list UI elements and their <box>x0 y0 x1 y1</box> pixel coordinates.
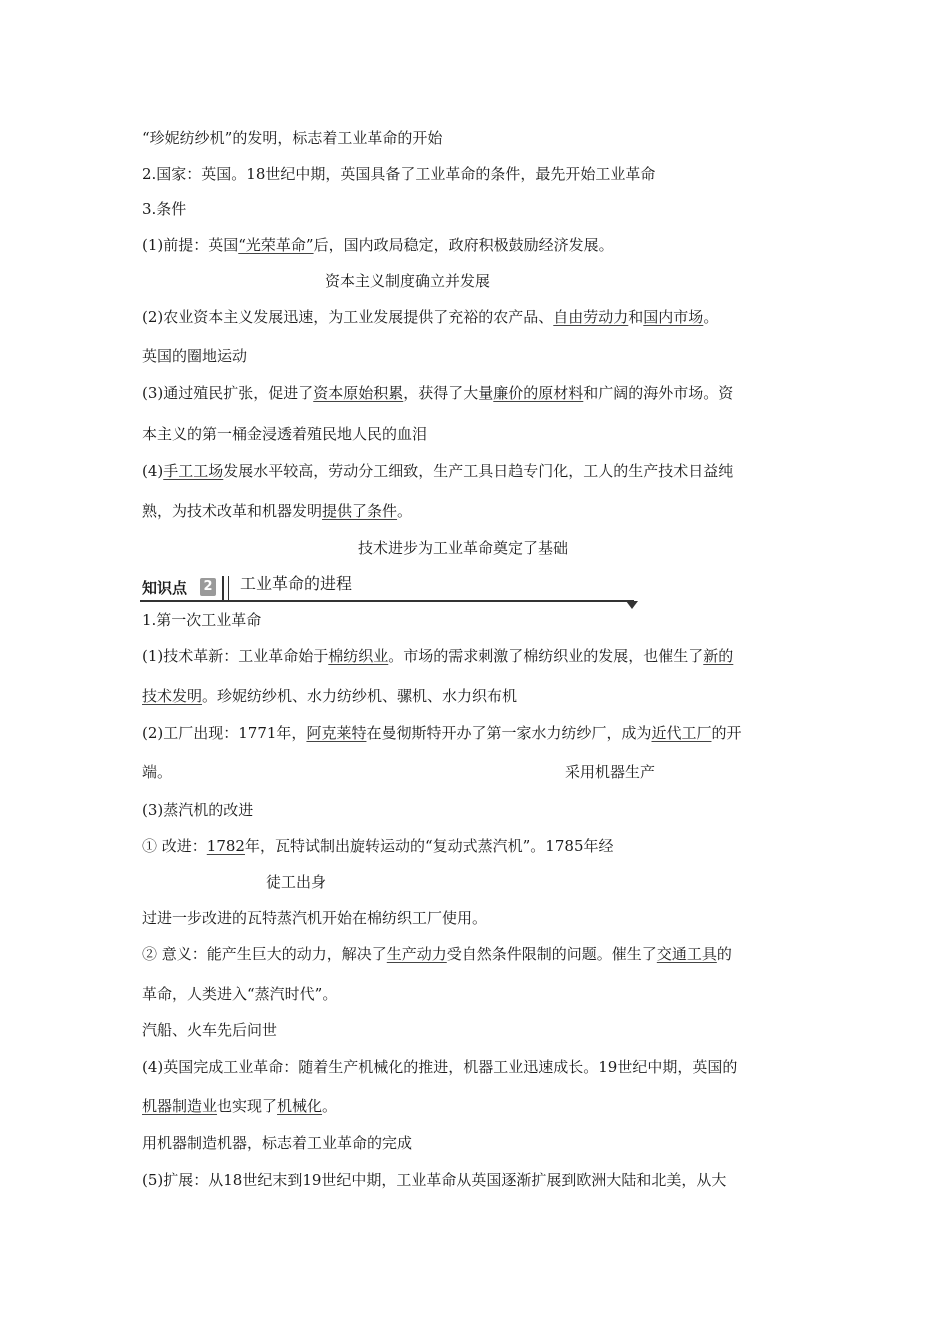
text-line: 3.条件 <box>142 200 187 218</box>
text-line <box>142 307 718 327</box>
text-line <box>142 235 614 255</box>
underlined-term: 机械化 <box>277 1097 323 1115</box>
text-span: 。 <box>703 308 719 326</box>
text-span: 受自然条件限制的问题。催生了 <box>446 945 657 963</box>
text-line: 本主义的第一桶金浸透着殖民地人民的血泪 <box>142 425 428 443</box>
text-line: (3)蒸汽机的改进 <box>142 801 254 819</box>
text-line: (4)英国完成工业革命：随着生产机械化的推进，机器工业迅速成长。19世纪中期，英国的 <box>142 1058 738 1076</box>
divider <box>228 576 229 600</box>
text-span: (2)农业资本主义发展迅速，为工业发展提供了充裕的农产品、 <box>142 308 554 326</box>
text-line <box>142 1096 337 1116</box>
underlined-term: 生产动力 <box>386 945 447 963</box>
text-line: 过进一步改进的瓦特蒸汽机开始在棉纺织工厂使用。 <box>142 909 488 927</box>
text-line: 端。 <box>142 763 173 781</box>
annotation-note: 资本主义制度确立并发展 <box>325 272 491 290</box>
text-line <box>142 686 517 706</box>
underlined-term: 近代工厂 <box>651 724 712 742</box>
underlined-term: “光荣革命” <box>238 236 314 254</box>
underlined-term: 交通工具 <box>656 945 717 963</box>
underlined-term: 阿克莱特 <box>306 724 367 742</box>
underlined-term: 1782 <box>206 837 245 855</box>
text-span: ① 改进： <box>142 837 207 855</box>
text-span: (3)通过殖民扩张，促进了 <box>142 384 314 402</box>
text-span: 在曼彻斯特开办了第一家水力纺纱厂，成为 <box>366 724 652 742</box>
text-span: (2)工厂出现：1771年， <box>142 724 307 742</box>
text-span: 的开 <box>711 724 742 742</box>
divider <box>222 576 224 600</box>
text-line: “珍妮纺纱机”的发明，标志着工业革命的开始 <box>142 129 443 147</box>
text-line <box>142 383 733 403</box>
text-line: 1.第一次工业革命 <box>142 611 262 629</box>
section-header <box>140 572 640 608</box>
text-span: 发展水平较高，劳动分工细致，生产工具日趋专门化，工人的生产技术日益纯 <box>223 462 734 480</box>
text-line: 革命，人类进入“蒸汽时代”。 <box>142 985 338 1003</box>
text-line <box>142 461 733 481</box>
underlined-term: 资本原始积累 <box>313 384 404 402</box>
text-span: ，获得了大量 <box>403 384 494 402</box>
section-label: 知识点 <box>142 579 188 597</box>
underlined-term: 机器制造业 <box>142 1097 218 1115</box>
text-span: (1)技术革新：工业革命始于 <box>142 647 329 665</box>
text-span: (1)前提：英国 <box>142 236 239 254</box>
annotation-note: 采用机器生产 <box>565 763 656 781</box>
text-span: 年，瓦特试制出旋转运动的“复动式蒸汽机”。1785年经 <box>244 837 614 855</box>
text-span: 。珍妮纺纱机、水力纺纱机、骡机、水力织布机 <box>202 687 518 705</box>
header-rule <box>140 600 634 602</box>
text-span: ② 意义：能产生巨大的动力，解决了 <box>142 945 387 963</box>
underlined-term: 廉价的原材料 <box>493 384 584 402</box>
text-span: 。 <box>397 502 413 520</box>
underlined-term: 提供了条件 <box>322 502 398 520</box>
text-span: (4) <box>142 462 164 480</box>
text-span: 熟，为技术改革和机器发明 <box>142 502 323 520</box>
annotation-note: 英国的圈地运动 <box>142 347 248 365</box>
underlined-term: 技术发明 <box>142 687 203 705</box>
underlined-term: 新的 <box>703 647 734 665</box>
text-span: 。市场的需求刺激了棉纺织业的发展，也催生了 <box>388 647 704 665</box>
annotation-note: 汽船、火车先后问世 <box>142 1021 278 1039</box>
text-span: 。 <box>322 1097 338 1115</box>
text-span: 后，国内政局稳定，政府积极鼓励经济发展。 <box>313 236 614 254</box>
text-line: (5)扩展：从18世纪末到19世纪中期，工业革命从英国逐渐扩展到欧洲大陆和北美，从大 <box>142 1171 727 1189</box>
annotation-note: 技术进步为工业革命奠定了基础 <box>358 539 569 557</box>
annotation-note: 用机器制造机器，标志着工业革命的完成 <box>142 1134 413 1152</box>
underlined-term: 自由劳动力 <box>553 308 629 326</box>
text-line <box>142 836 613 856</box>
underlined-term: 国内市场 <box>643 308 704 326</box>
text-span: 和 <box>628 308 644 326</box>
annotation-note: 徒工出身 <box>266 873 327 891</box>
text-line <box>142 723 742 743</box>
text-line <box>142 501 412 521</box>
text-line <box>142 944 732 964</box>
text-line: 2.国家：英国。18世纪中期，英国具备了工业革命的条件，最先开始工业革命 <box>142 165 656 183</box>
text-span: 的 <box>716 945 732 963</box>
underlined-term: 棉纺织业 <box>328 647 389 665</box>
underlined-term: 手工工场 <box>163 462 224 480</box>
text-span: 也实现了 <box>217 1097 278 1115</box>
text-line <box>142 646 733 666</box>
section-title: 工业革命的进程 <box>240 574 353 593</box>
triangle-marker-icon <box>626 601 638 609</box>
text-span: 和广阔的海外市场。资 <box>583 384 734 402</box>
section-number-badge: 2 <box>200 578 216 596</box>
